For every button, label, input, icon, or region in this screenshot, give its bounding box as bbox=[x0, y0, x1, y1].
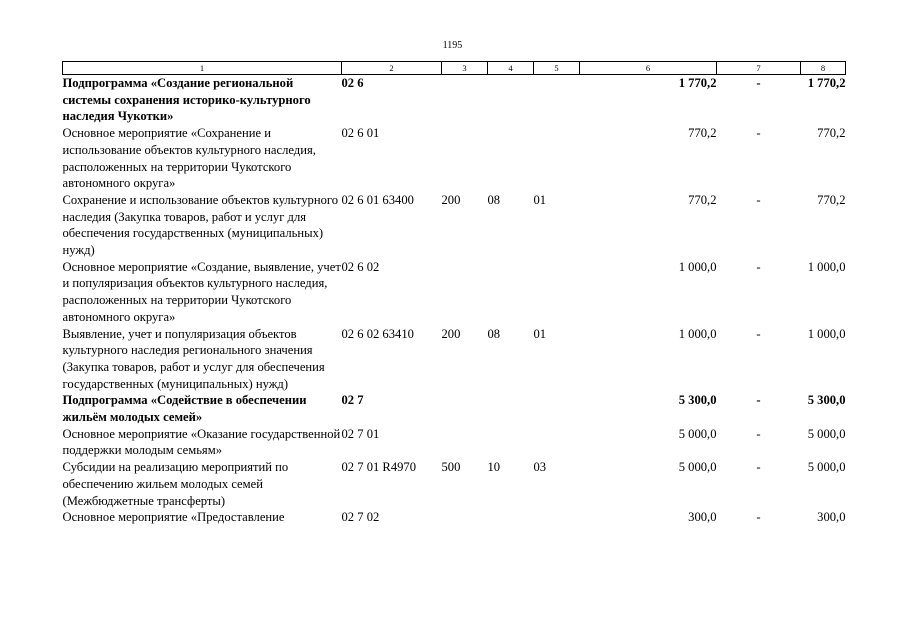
row-amount: 770,2 bbox=[688, 192, 717, 207]
row-subsection bbox=[534, 426, 580, 459]
row-subsection bbox=[534, 392, 580, 425]
row-change: - bbox=[756, 393, 761, 408]
column-header-8: 8 bbox=[801, 62, 846, 75]
row-section bbox=[488, 75, 534, 126]
row-total: 770,2 bbox=[817, 126, 846, 141]
row-subsection: 01 bbox=[533, 326, 547, 341]
row-amount: 770,2 bbox=[688, 126, 717, 141]
page-number: 1195 bbox=[442, 40, 463, 51]
row-change: - bbox=[756, 460, 761, 475]
table-row bbox=[63, 392, 846, 425]
row-name: Подпрограмма «Содействие в обеспечении жильём молодых семей» bbox=[62, 393, 307, 425]
row-section: 10 bbox=[487, 460, 501, 475]
row-expense-type bbox=[442, 509, 488, 526]
table-row bbox=[63, 509, 846, 526]
row-change: - bbox=[756, 426, 761, 441]
row-expense-type: 200 bbox=[441, 192, 461, 207]
row-name: Основное мероприятие «Предоставление bbox=[62, 510, 285, 525]
table-row bbox=[63, 326, 846, 393]
table-row bbox=[63, 125, 846, 192]
row-section bbox=[488, 392, 534, 425]
column-header-2: 2 bbox=[342, 62, 442, 75]
row-expense-type bbox=[442, 426, 488, 459]
row-total: 5 300,0 bbox=[807, 393, 846, 408]
row-name: Подпрограмма «Создание региональной системы сохранения историко-культурного наследия Чукотки» bbox=[62, 76, 311, 124]
row-subsection bbox=[534, 125, 580, 192]
row-code: 02 6 02 bbox=[341, 259, 380, 274]
row-name: Основное мероприятие «Оказание государственной поддержки молодым семьям» bbox=[62, 426, 341, 458]
column-header-3: 3 bbox=[442, 62, 488, 75]
row-total: 770,2 bbox=[817, 192, 846, 207]
row-code: 02 6 01 63400 bbox=[341, 192, 414, 207]
row-subsection bbox=[534, 509, 580, 526]
table-row bbox=[63, 259, 846, 326]
row-total: 300,0 bbox=[817, 510, 846, 525]
row-change: - bbox=[756, 259, 761, 274]
row-amount: 5 300,0 bbox=[678, 393, 717, 408]
column-header-5: 5 bbox=[534, 62, 580, 75]
row-total: 5 000,0 bbox=[807, 426, 846, 441]
row-name: Выявление, учет и популяризация объектов культурного наследия регионального значения (Закупка товаров, работ и услуг для обеспечения государственных (муниципальных) нужд) bbox=[62, 326, 325, 391]
row-amount: 5 000,0 bbox=[678, 460, 717, 475]
row-section bbox=[488, 426, 534, 459]
row-expense-type bbox=[442, 392, 488, 425]
row-expense-type bbox=[442, 125, 488, 192]
row-name: Сохранение и использование объектов культурного наследия (Закупка товаров, работ и услуг для обеспечения государственных (муниципальных) нужд) bbox=[62, 192, 339, 258]
row-section bbox=[488, 125, 534, 192]
row-code: 02 7 bbox=[341, 393, 364, 408]
column-header-7: 7 bbox=[717, 62, 801, 75]
table-row bbox=[63, 459, 846, 509]
row-code: 02 7 02 bbox=[341, 510, 380, 525]
row-total: 1 770,2 bbox=[807, 76, 846, 90]
row-section: 08 bbox=[487, 326, 501, 341]
column-header-4: 4 bbox=[488, 62, 534, 75]
table-row bbox=[63, 192, 846, 259]
row-section bbox=[488, 509, 534, 526]
row-amount: 1 000,0 bbox=[678, 326, 717, 341]
row-section bbox=[488, 259, 534, 326]
column-numbers-row bbox=[63, 62, 846, 75]
row-amount: 1 770,2 bbox=[678, 76, 717, 90]
row-amount: 1 000,0 bbox=[678, 259, 717, 274]
row-total: 5 000,0 bbox=[807, 460, 846, 475]
row-expense-type bbox=[442, 259, 488, 326]
table-row bbox=[63, 75, 846, 126]
row-name: Основное мероприятие «Сохранение и использование объектов культурного наследия, расположенных на территории Чукотского автономного округа» bbox=[62, 126, 316, 191]
table-body bbox=[63, 75, 846, 526]
row-code: 02 6 01 bbox=[341, 126, 380, 141]
row-amount: 300,0 bbox=[688, 510, 717, 525]
table-row bbox=[63, 426, 846, 459]
row-name: Основное мероприятие «Создание, выявление, учет и популяризация объектов культурного наследия, расположенных на территории Чукотского автономного округа» bbox=[62, 259, 341, 324]
row-expense-type bbox=[442, 75, 488, 126]
row-code: 02 6 02 63410 bbox=[341, 326, 414, 341]
row-total: 1 000,0 bbox=[807, 326, 846, 341]
row-change: - bbox=[756, 510, 761, 525]
row-subsection: 03 bbox=[533, 460, 547, 475]
budget-table bbox=[62, 61, 846, 526]
row-expense-type: 500 bbox=[441, 460, 461, 475]
row-code: 02 6 bbox=[341, 76, 364, 90]
row-section: 08 bbox=[487, 192, 501, 207]
row-subsection bbox=[534, 75, 580, 126]
row-total: 1 000,0 bbox=[807, 259, 846, 274]
row-subsection: 01 bbox=[533, 192, 547, 207]
row-amount: 5 000,0 bbox=[678, 426, 717, 441]
row-change: - bbox=[756, 126, 761, 141]
column-header-1: 1 bbox=[63, 62, 342, 75]
row-change: - bbox=[756, 76, 761, 90]
row-subsection bbox=[534, 259, 580, 326]
row-code: 02 7 01 R4970 bbox=[341, 460, 417, 475]
row-name: Субсидии на реализацию мероприятий по обеспечению жильем молодых семей (Межбюджетные трансферты) bbox=[62, 460, 289, 508]
row-expense-type: 200 bbox=[441, 326, 461, 341]
row-change: - bbox=[756, 326, 761, 341]
column-header-6: 6 bbox=[580, 62, 717, 75]
row-code: 02 7 01 bbox=[341, 426, 380, 441]
row-change: - bbox=[756, 192, 761, 207]
